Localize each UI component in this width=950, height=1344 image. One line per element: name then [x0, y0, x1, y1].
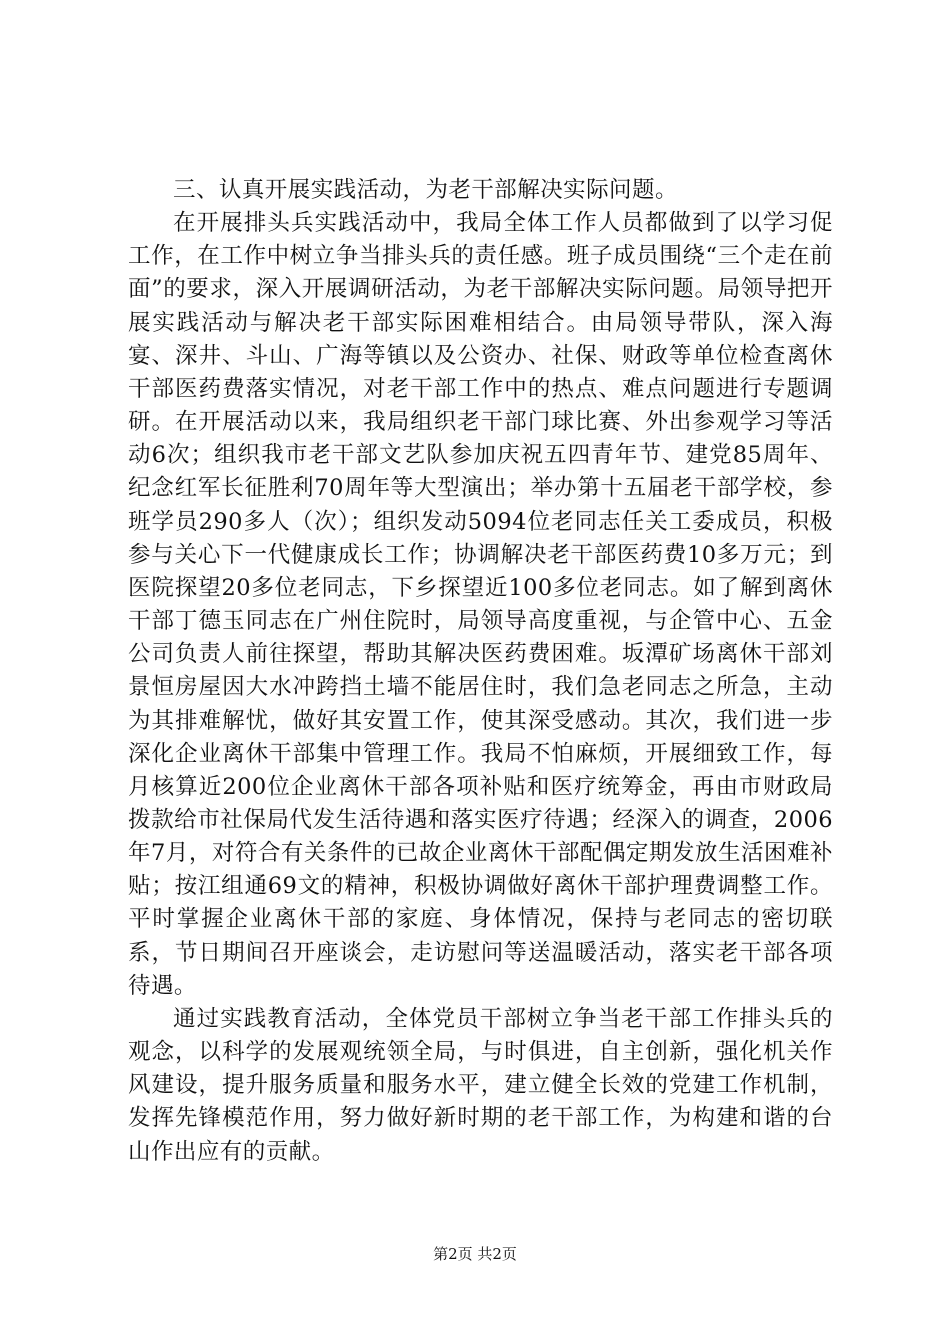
body-paragraph: 通过实践教育活动，全体党员干部树立争当老干部工作排头兵的观念，以科学的发展观统领全局，与时俱进，自主创新，强化机关作风建设，提升服务质量和服务水平，建立健全长效的党建工作机制，发挥先锋模范作用，努力做好新时期的老干部工作，为构建和谐的台山作出应有的贡献。 — [128, 1005, 833, 1165]
page-number-footer: 第2页 共2页 — [433, 1245, 517, 1263]
body-paragraph: 在开展排头兵实践活动中，我局全体工作人员都做到了以学习促工作，在工作中树立争当排头兵的责任感。班子成员围绕“三个走在前面”的要求，深入开展调研活动，为老干部解决实际问题。局领导把开展实践活动与解决老干部实际困难相结合。由局领导带队，深入海宴、深井、斗山、广海等镇以及公资办、社保、财政等单位检查离休干部医药费落实情况，对老干部工作中的热点、难点问题进行专题调研。在开展活动以来，我局组织老干部门球比赛、外出参观学习等活动6次；组织我市老干部文艺队参加庆祝五四青年节、建党85周年、纪念红军长征胜利70周年等大型演出；举办第十五届老干部学校，参班学员290多人（次）；组织发动5094位老同志任关工委成员，积极参与关心下一代健康成长工作；协调解决老干部医药费10多万元；到医院探望20多位老同志，下乡探望近100多位老同志。如了解到离休干部丁德玉同志在广州住院时，局领导高度重视，与企管中心、五金公司负责人前往探望，帮助其解决医药费困难。坂潭矿场离休干部刘景恒房屋因大水冲跨挡土墙不能居住时，我们急老同志之所急，主动为其排难解忧，做好其安置工作，使其深受感动。其次，我们进一步深化企业离休干部集中管理工作。我局不怕麻烦，开展细致工作，每月核算近200位企业离休干部各项补贴和医疗统筹金，再由市财政局拨款给市社保局代发生活待遇和落实医疗待遇；经深入的调查，2006年7月，对符合有关条件的已故企业离休干部配偶定期发放生活困难补贴；按江组通69文的精神，积极协调做好离休干部护理费调整工作。平时掌握企业离休干部的家庭、身体情况，保持与老同志的密切联系，节日期间召开座谈会，走访慰问等送温暖活动，落实老干部各项待遇。 — [128, 210, 833, 999]
document-body — [128, 174, 833, 1169]
section-heading: 三、认真开展实践活动，为老干部解决实际问题。 — [173, 177, 678, 203]
